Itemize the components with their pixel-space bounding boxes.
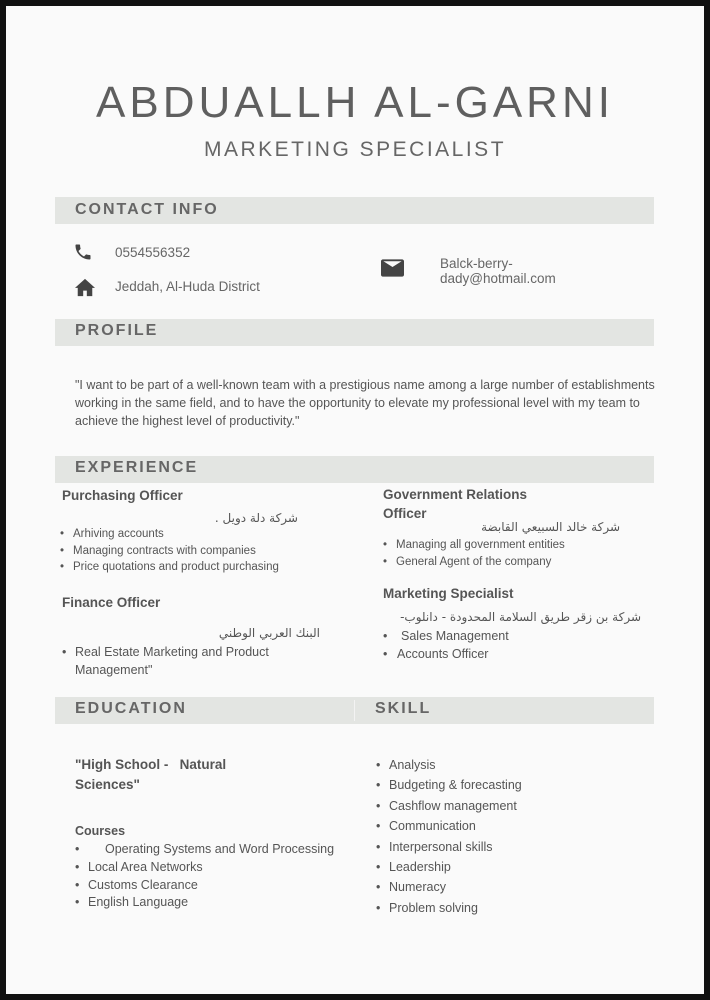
phone-icon <box>73 242 93 267</box>
experience-heading: EXPERIENCE <box>75 459 199 476</box>
company-name: شركة خالد السبيعي القابضة <box>481 520 620 534</box>
education-heading: EDUCATION <box>75 700 187 717</box>
degree-line-1: "High School - Natural <box>75 757 227 772</box>
candidate-name: ABDUALLH AL-GARNI <box>96 78 614 127</box>
list-item: • Budgeting & forecasting <box>376 775 522 795</box>
email-address <box>440 256 556 286</box>
list-item: • Interpersonal skills <box>376 837 522 857</box>
list-item: • Customs Clearance <box>75 877 334 895</box>
mail-icon <box>381 259 404 282</box>
list-item: • Real Estate Marketing and Product Management" <box>62 643 302 679</box>
job-title-line-2: Officer <box>383 506 427 521</box>
job-title: Purchasing Officer <box>62 488 183 503</box>
job-duties-list <box>383 627 509 663</box>
home-icon <box>74 277 96 302</box>
list-item: • Cashflow management <box>376 796 522 816</box>
list-item: • Accounts Officer <box>383 645 509 663</box>
list-item: • Communication <box>376 816 522 836</box>
job-title: Finance Officer <box>62 595 161 610</box>
list-item: • Analysis <box>376 755 522 775</box>
job-duties-list <box>383 537 565 570</box>
contact-heading: CONTACT INFO <box>75 201 219 218</box>
skills-list <box>376 755 522 918</box>
company-name: البنك العربي الوطني <box>218 626 320 640</box>
list-item: • Operating Systems and Word Processing <box>75 841 334 859</box>
list-item: • Managing all government entities <box>383 537 565 554</box>
job-duties-list <box>60 526 279 576</box>
job-title: Marketing Specialist <box>383 586 514 601</box>
list-item: • Sales Management <box>383 627 509 645</box>
company-name: شركة بن زقر طريق السلامة المحدودة - دانلوب- <box>400 610 641 624</box>
section-divider <box>354 700 355 721</box>
list-item: • General Agent of the company <box>383 554 565 571</box>
job-title-line-1: Government Relations <box>383 487 528 502</box>
email-line-2: dady@hotmail.com <box>440 271 556 286</box>
company-name: شركة دلة دويل . <box>214 511 298 525</box>
list-item: • Price quotations and product purchasing <box>60 559 279 576</box>
job-duties-list <box>62 643 302 679</box>
list-item: • Local Area Networks <box>75 859 334 877</box>
list-item: • Numeracy <box>376 877 522 897</box>
courses-label: Courses <box>75 824 126 838</box>
email-line-1: Balck-berry- <box>440 256 513 271</box>
profile-text: "I want to be part of a well-known team with a prestigious name among a large number of establishments working in the same field, and to have the opportunity to elevate my professional level with my team to achieve the highest level of productivity." <box>75 378 655 428</box>
job-title <box>383 485 527 523</box>
list-item: • English Language <box>75 894 334 912</box>
list-item: • Managing contracts with companies <box>60 543 279 560</box>
degree-line-2: Sciences" <box>75 777 140 792</box>
candidate-title: MARKETING SPECIALIST <box>203 138 507 161</box>
list-item: • Arhiving accounts <box>60 526 279 543</box>
list-item: • Leadership <box>376 857 522 877</box>
phone-number: 0554556352 <box>115 245 191 260</box>
list-item: • Problem solving <box>376 898 522 918</box>
profile-heading: PROFILE <box>75 322 159 339</box>
education-degree <box>75 755 226 795</box>
skill-heading: SKILL <box>375 700 432 717</box>
courses-list <box>75 841 334 912</box>
address: Jeddah, Al-Huda District <box>115 279 260 294</box>
